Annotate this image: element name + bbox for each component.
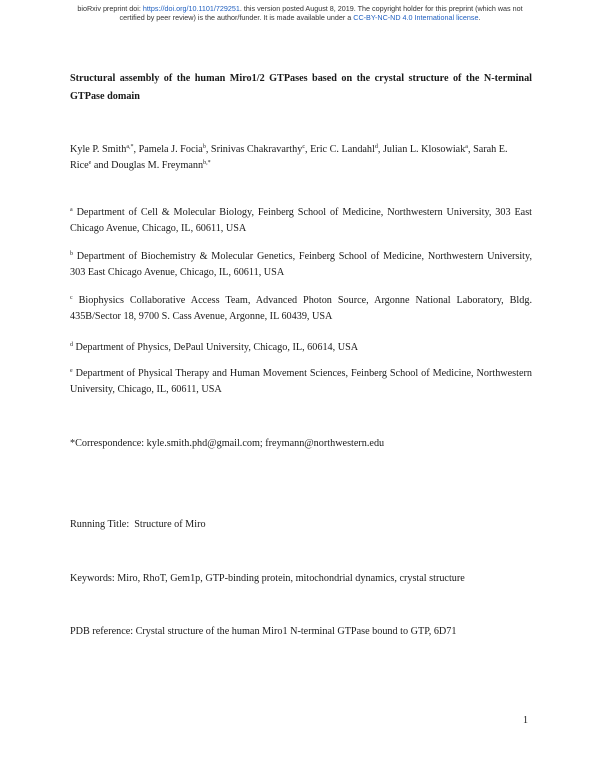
affiliation-c: $^c$ Biophysics Collaborative Access Team, Advanced Photon Source, Argonne National Laboratory, Bldg. 435B/Sector 18, 9700 S. Cass Avenue, Argonne, IL 60439, USA	[70, 295, 532, 322]
running-title: Running Title: Structure of Miro	[70, 519, 206, 530]
preprint-header-line-2: certified by peer review) is the author/funder. It is made available under a CC-BY-NC-ND 4.0 International license.	[119, 13, 481, 22]
author: Sarah E. Rice$^e$ and	[70, 144, 508, 171]
author: Douglas M. Freymann$^{b,*}$	[111, 160, 211, 171]
correspondence: *Correspondence: kyle.smith.phd@gmail.com; freymann@northwestern.edu	[70, 438, 385, 449]
doi-link[interactable]: https://doi.org/10.1101/729251	[142, 4, 240, 13]
author: Pamela J. Focia$^b$,	[138, 144, 211, 155]
author: Srinivas Chakravarthy$^c$,	[210, 144, 311, 155]
affiliation-d: $^d$ Department of Physics, DePaul University, Chicago, IL, 60614, USA	[70, 342, 359, 353]
author: Eric C. Landahl$^d$,	[310, 144, 383, 155]
author: Kyle P. Smith$^{a,*}$,	[70, 144, 139, 155]
license-link[interactable]: CC-BY-NC-ND 4.0 International license	[353, 13, 479, 22]
keywords: Keywords: Miro, RhoT, Gem1p, GTP-binding protein, mitochondrial dynamics, crystal structure	[70, 573, 465, 584]
author-list	[70, 142, 510, 174]
preprint-header-line-1: bioRxiv preprint doi: https://doi.org/10.1101/729251. this version posted August 8, 2019. The copyright holder for this preprint (which was not	[77, 4, 523, 13]
affiliation-a: $^a$ Department of Cell & Molecular Biology, Feinberg School of Medicine, Northwestern University, 303 East Chicago Avenue, Chicago, IL, 60611, USA	[70, 207, 533, 234]
affiliation-e: $^e$ Department of Physical Therapy and Human Movement Sciences, Feinberg School of Medicine, Northwestern University, Chicago, IL, 60611, USA	[70, 368, 532, 395]
page-number: 1	[523, 715, 528, 726]
pdb-reference: PDB reference: Crystal structure of the human Miro1 N-terminal GTPase bound to GTP, 6D71	[70, 626, 457, 637]
affiliation-b: $^b$ Department of Biochemistry & Molecular Genetics, Feinberg School of Medicine, Northwestern University, 303 East Chicago Avenue, Chicago, IL, 60611, USA	[70, 251, 532, 278]
author: Julian L. Klosowiak$^a$,	[382, 144, 474, 155]
paper-title: Structural assembly of the human Miro1/2 GTPases based on the crystal structure of the N-terminal GTPase domain	[70, 73, 532, 102]
